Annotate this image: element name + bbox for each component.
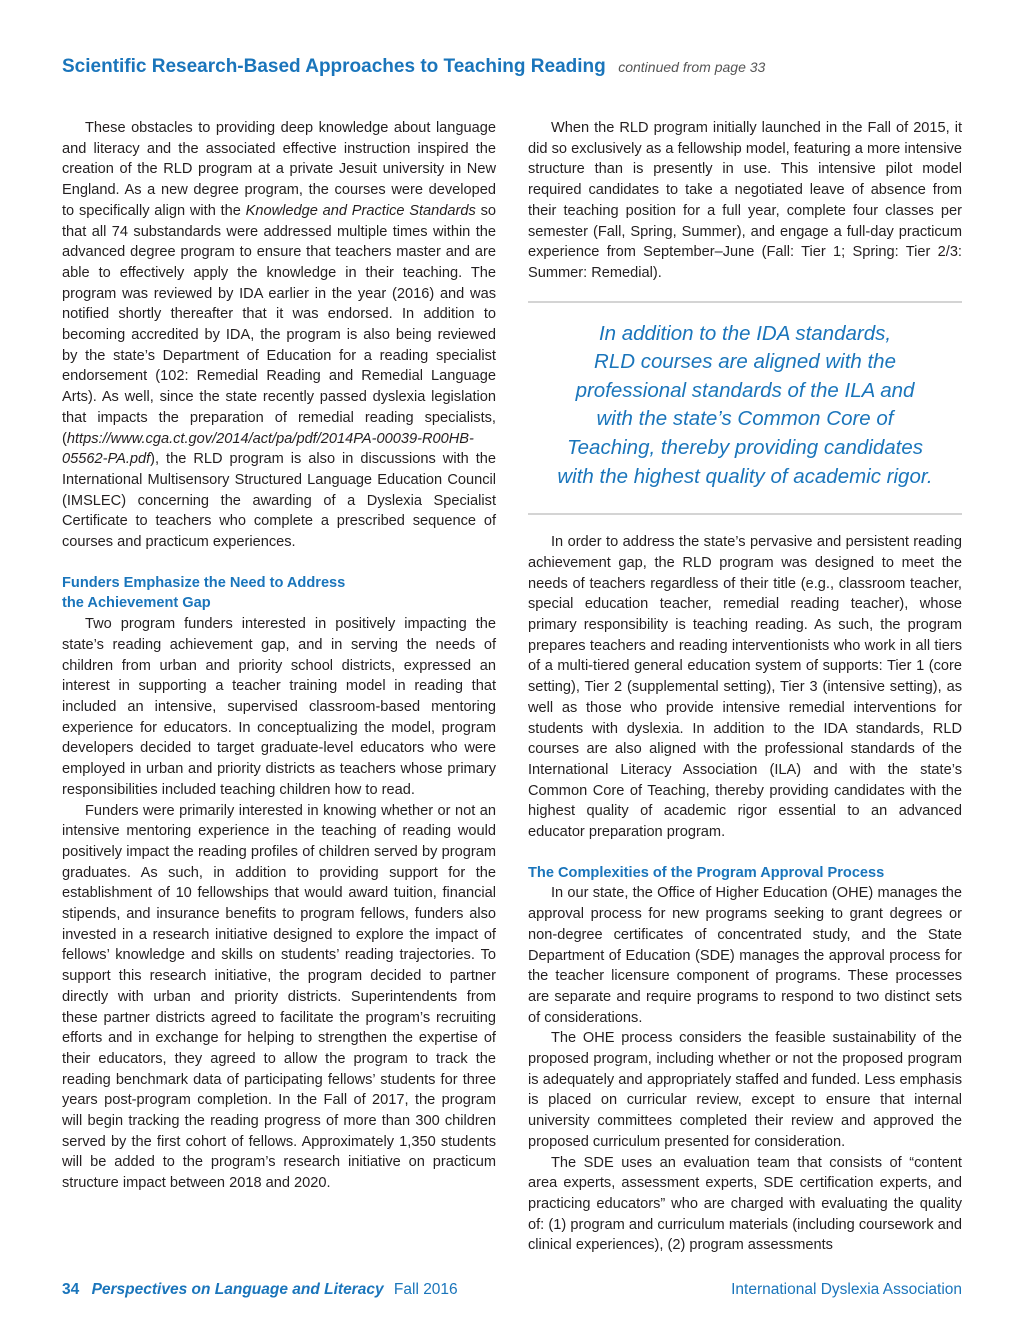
pull-quote-line: Teaching, thereby providing candidates bbox=[567, 436, 923, 459]
pull-quote bbox=[528, 301, 962, 516]
right-column bbox=[528, 118, 962, 1256]
paragraph: Funders were primarily interested in knowing whether or not an intensive mentoring experience in the teaching of reading would positively impact the reading profiles of children served by program graduates. As such, in addition to providing support for the establishment of 10 fellowships that would award tuition, financial stipends, and insurance benefits to program fellows, funders also invested in a research initiative designed to explore the impact of fellows’ knowledge and skills on students’ reading trajectories. To support this research initiative, the program decided to partner directly with urban and priority districts. Superintendents from these partner districts agreed to facilitate the program’s recruiting efforts and in exchange for helping to strengthen the expertise of their educators, they agreed to allow the program to track the reading benchmark data of participating fellows’ students for three years post-program completion. In the Fall of 2017, the program will begin tracking the reading progress of more than 300 children served by the first cohort of fellows. Approximately 1,350 students will be added to the program’s research initiative on practicum structure impact between 2018 and 2020. bbox=[62, 802, 496, 1192]
heading-line: Funders Emphasize the Need to Address bbox=[62, 574, 346, 591]
issue-label: Fall 2016 bbox=[393, 1281, 458, 1298]
pull-quote-line: RLD courses are aligned with the bbox=[594, 350, 896, 374]
pull-quote-line: with the highest quality of academic rigor. bbox=[557, 464, 933, 488]
text-run: These obstacles to providing deep knowledge about language and literacy and the associated effective instruction inspired the creation of the RLD program at a private Jesuit university in New England. As a new degree program, the courses were developed to specifically align with the bbox=[62, 120, 496, 219]
continued-note: continued from page 33 bbox=[618, 59, 766, 75]
organization-name: International Dyslexia Association bbox=[731, 1281, 962, 1298]
pull-quote-line: with the state’s Common Core of bbox=[596, 407, 894, 431]
paragraph: The SDE uses an evaluation team that consists of “content area experts, assessment experts, SDE certification experts, and practicing educators” who are charged with evaluating the quality of: (1) program and curriculum materials (including coursework and clinical experiences), (2) program assessments bbox=[528, 1154, 962, 1254]
paragraph bbox=[62, 118, 496, 553]
left-column bbox=[62, 118, 496, 1194]
paragraph: In order to address the state’s pervasive and persistent reading achievement gap, the RLD program was designed to meet the needs of teachers regardless of their title (e.g., classroom teacher, special education teacher, remedial reading teacher), whose primary responsibility is teaching reading. As such, the program prepares teachers and reading interventionists who work in all tiers of a multi-tiered general education system of supports: Tier 1 (core setting), Tier 2 (supplemental setting), Tier 3 (intensive setting), as well as those who provide intensive remedial interventions for students with dyslexia. In addition to the IDA standards, RLD courses are also aligned with the professional standards of the International Literacy Association (ILA) and with the state’s Common Core of Teaching, thereby providing candidates with the highest quality of academic rigor essential to an advanced educator preparation program. bbox=[528, 534, 962, 841]
journal-title: Perspectives on Language and Literacy bbox=[91, 1281, 384, 1298]
pull-quote-line: professional standards of the ILA and bbox=[575, 378, 915, 402]
heading-line: the Achievement Gap bbox=[62, 595, 211, 612]
paragraph: When the RLD program initially launched in the Fall of 2015, it did so exclusively as a fellowship model, featuring a more intensive structure than is presently in use. This intensive pilot model required candidates to take a negotiated leave of absence from their teaching position for a full year, complete four classes per semester (Fall, Spring, Summer), and engage a full-day practicum experience from September–June (Fall: Tier 1; Spring: Tier 2/3: Summer: Remedial). bbox=[528, 120, 962, 281]
paragraph: In our state, the Office of Higher Education (OHE) manages the approval process for new programs seeking to grant degrees or non-degree certificates of concentrated study, and the State Department of Education (SDE) manages the approval process for the teacher licensure component of programs. These processes are separate and require programs to respond to two distinct sets of considerations. bbox=[528, 885, 962, 1026]
text-run: so that all 74 substandards were addressed multiple times within the advanced degree program to ensure that teachers master and are able to effectively apply the knowledge in their teaching. The program was reviewed by IDA earlier in the year (2016) and was notified shortly thereafter that it was endorsed. In addition to becoming accredited by IDA, the program is also being reviewed by the state’s Department of Education for a reading specialist endorsement (102: Remedial Reading and Remedial Language Arts). As well, since the state recently passed dyslexia legislation that impacts the preparation of remedial reading specialists, ( bbox=[62, 202, 496, 447]
paragraph: The OHE process considers the feasible sustainability of the proposed program, including whether or not the proposed program is adequately and appropriately staffed and funded. Less emphasis is placed on curricular review, except to ensure that internal university committees completed their review and approved the proposed curriculum presented for consideration. bbox=[528, 1030, 962, 1150]
page-number: 34 bbox=[62, 1281, 80, 1298]
article-title: Scientific Research-Based Approaches to Teaching Reading bbox=[62, 56, 606, 77]
section-heading-funders bbox=[62, 573, 496, 614]
page-header bbox=[62, 56, 962, 78]
section-heading-approval: The Complexities of the Program Approval Process bbox=[528, 864, 885, 881]
legislation-url[interactable]: https://www.cga.ct.gov/2014/act/pa/pdf/2014PA-00039-R00HB-05562-PA.pdf bbox=[62, 430, 474, 468]
standards-title: Knowledge and Practice Standards bbox=[245, 202, 476, 219]
text-run: ), the RLD program is also in discussions with the International Multisensory Structured Language Education Council (IMSLEC) concerning the awarding of a Dyslexia Specialist Certificate to teachers who complete a prescribed sequence of courses and practicum experiences. bbox=[62, 451, 496, 551]
page-footer bbox=[62, 1281, 962, 1299]
pull-quote-line: In addition to the IDA standards, bbox=[598, 321, 892, 345]
paragraph: Two program funders interested in positively impacting the state’s reading achievement gap, and in serving the needs of children from urban and priority school districts, expressed an interest in supporting a teacher training model in reading that included an intensive, supervised classroom-based mentoring experience for educators. In conceptualizing the model, program developers decided to target graduate-level educators who were employed in urban and priority districts as teachers whose primary responsibilities included teaching children how to read. bbox=[62, 616, 496, 798]
